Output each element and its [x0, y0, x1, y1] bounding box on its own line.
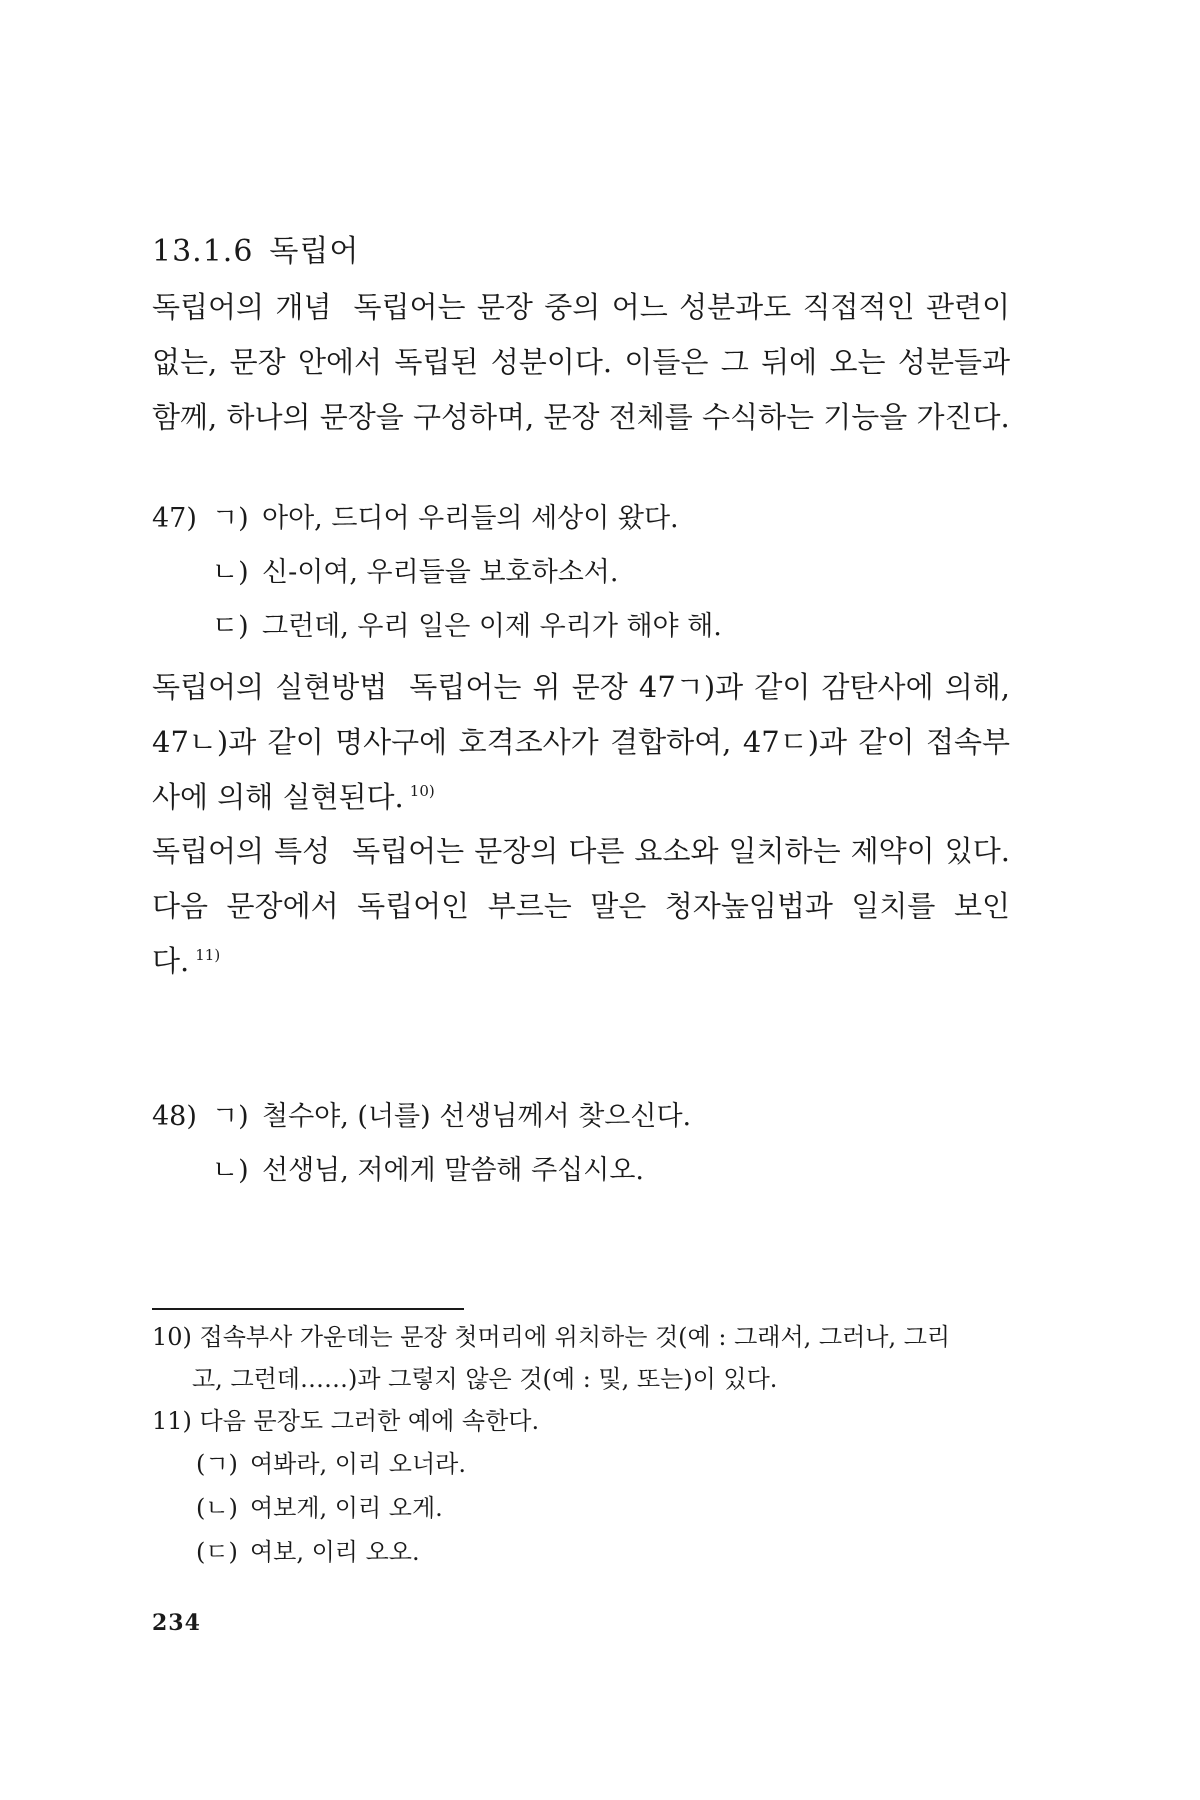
paragraph-term: 독립어의 개념 [152, 290, 332, 324]
footnote-example-label: (ㄴ) [196, 1494, 238, 1522]
footnote-divider [152, 1308, 464, 1310]
section-heading [152, 226, 359, 270]
footnote-text: 접속부사 가운데는 문장 첫머리에 위치하는 것(예 : 그래서, 그러나, 그리 [199, 1323, 951, 1351]
paragraph-realization [152, 660, 1010, 825]
example-text: 신-이여, 우리들을 보호하소서. [262, 557, 619, 588]
footnote-marker: 11) [195, 946, 221, 965]
footnote-number: 11) [152, 1407, 192, 1435]
footnote-example-label: (ㄷ) [196, 1538, 238, 1566]
page-number: 234 [152, 1610, 201, 1636]
footnote-example-text: 여보, 이리 오오. [250, 1538, 420, 1566]
paragraph-characteristic [152, 824, 1010, 989]
footnote-marker: 10) [409, 782, 435, 801]
paragraph-term: 독립어의 실현방법 [152, 670, 388, 704]
example-line [152, 1090, 691, 1144]
footnote-example [152, 1486, 1010, 1530]
example-text: 아아, 드디어 우리들의 세상이 왔다. [262, 503, 679, 534]
section-number: 13.1.6 [152, 234, 254, 269]
footnote-example [152, 1442, 1010, 1486]
example-line [152, 1144, 691, 1198]
footnote-example-label: (ㄱ) [196, 1450, 238, 1478]
footnotes [152, 1316, 1010, 1574]
example-label: ㄴ) [212, 1155, 249, 1186]
example-47 [152, 492, 722, 654]
example-number: 47) [152, 503, 197, 534]
example-label: ㄱ) [212, 503, 249, 534]
paragraph-text: 독립어는 문장 중의 어느 성분과도 직접적인 관련이 없는, 문장 안에서 독립된 성분이다. 이들은 그 뒤에 오는 성분들과 함께, 하나의 문장을 구성하며, 문장 전체를 수식하는 기능을 가진다. [152, 290, 1010, 434]
paragraph-concept [152, 280, 1010, 445]
paragraph-text: 독립어는 문장의 다른 요소와 일치하는 제약이 있다. 다음 문장에서 독립어인 부르는 말은 청자높임법과 일치를 보인다. [152, 834, 1010, 978]
example-48 [152, 1090, 691, 1198]
footnote-text: 다음 문장도 그러한 예에 속한다. [199, 1407, 540, 1435]
paragraph-text: 독립어는 위 문장 47ㄱ)과 같이 감탄사에 의해, 47ㄴ)과 같이 명사구에 호격조사가 결합하여, 47ㄷ)과 같이 접속부사에 의해 실현된다. [152, 670, 1010, 814]
example-label: ㄴ) [212, 557, 249, 588]
example-text: 철수야, (너를) 선생님께서 찾으신다. [262, 1101, 692, 1132]
example-line [152, 492, 722, 546]
footnote-example-text: 여봐라, 이리 오너라. [250, 1450, 466, 1478]
footnote-example-text: 여보게, 이리 오게. [250, 1494, 443, 1522]
example-text: 선생님, 저에게 말씀해 주십시오. [262, 1155, 644, 1186]
section-title: 독립어 [269, 234, 360, 269]
footnote-10 [152, 1316, 1010, 1358]
example-line [152, 600, 722, 654]
footnote-number: 10) [152, 1323, 192, 1351]
paragraph-term: 독립어의 특성 [152, 834, 331, 868]
example-label: ㄷ) [212, 611, 249, 642]
example-text: 그런데, 우리 일은 이제 우리가 해야 해. [262, 611, 722, 642]
example-number: 48) [152, 1101, 197, 1132]
example-line [152, 546, 722, 600]
example-label: ㄱ) [212, 1101, 249, 1132]
footnote-10-continued: 고, 그런데……)과 그렇지 않은 것(예 : 및, 또는)이 있다. [192, 1365, 778, 1393]
footnote-11 [152, 1400, 1010, 1442]
footnote-example [152, 1530, 1010, 1574]
